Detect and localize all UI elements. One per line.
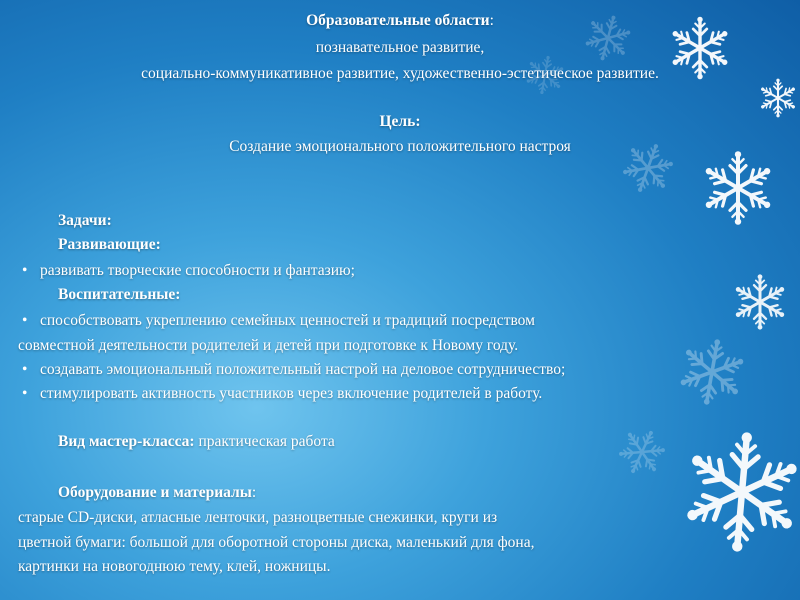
- educational-item-2: создавать эмоциональный положительный настрой на деловое сотрудничество;: [40, 361, 566, 378]
- educational-item-1-line-1: способствовать укреплению семейных ценностей и традиций посредством: [40, 312, 535, 329]
- goal-heading: Цель:: [379, 113, 421, 130]
- snowflake-icon: [612, 422, 672, 483]
- snowflake-icon: [733, 274, 787, 329]
- educational-item-1-line-2: совместной деятельности родителей и детей при подготовке к Новому году.: [18, 337, 519, 354]
- snowflake-icon: [674, 334, 749, 410]
- bullet-icon: •: [22, 361, 28, 378]
- equipment-heading-line: [58, 483, 256, 503]
- areas-heading: Образовательные области: [306, 12, 490, 29]
- areas-heading-colon: :: [489, 12, 494, 29]
- equipment-heading-colon: :: [251, 484, 257, 501]
- class-type-label: Вид мастер-класса:: [58, 433, 195, 450]
- goal-text: Создание эмоционального положительного настроя: [229, 138, 571, 155]
- class-type-value: практическая работа: [194, 433, 335, 450]
- areas-line-2: социально-коммуникативное развитие, художественно-эстетическое развитие.: [141, 65, 659, 82]
- areas-line-1: познавательное развитие,: [315, 39, 485, 56]
- bullet-icon: •: [22, 262, 28, 279]
- equipment-line-2: цветной бумаги: большой для оборотной стороны диска, маленький для фона,: [18, 534, 535, 551]
- developing-heading: Развивающие:: [58, 236, 161, 253]
- equipment-line-1: старые CD-диски, атласные ленточки, разноцветные снежинки, круги из: [18, 509, 498, 526]
- developing-item-1: развивать творческие способности и фантазию;: [40, 262, 355, 279]
- class-type-line: [58, 432, 335, 452]
- educational-item-3: стимулировать активность участников через включение родителей в работу.: [40, 385, 543, 402]
- equipment-line-3: картинки на новогоднюю тему, клей, ножницы.: [18, 558, 331, 575]
- snowflake-icon: [702, 151, 774, 225]
- bullet-icon: •: [22, 312, 28, 329]
- tasks-heading: Задачи:: [58, 212, 112, 229]
- equipment-heading: Оборудование и материалы: [58, 484, 252, 501]
- snowflake-icon: [679, 427, 800, 556]
- educational-heading: Воспитательные:: [58, 286, 181, 303]
- bullet-icon: •: [22, 385, 28, 402]
- areas-heading-line: [0, 11, 800, 31]
